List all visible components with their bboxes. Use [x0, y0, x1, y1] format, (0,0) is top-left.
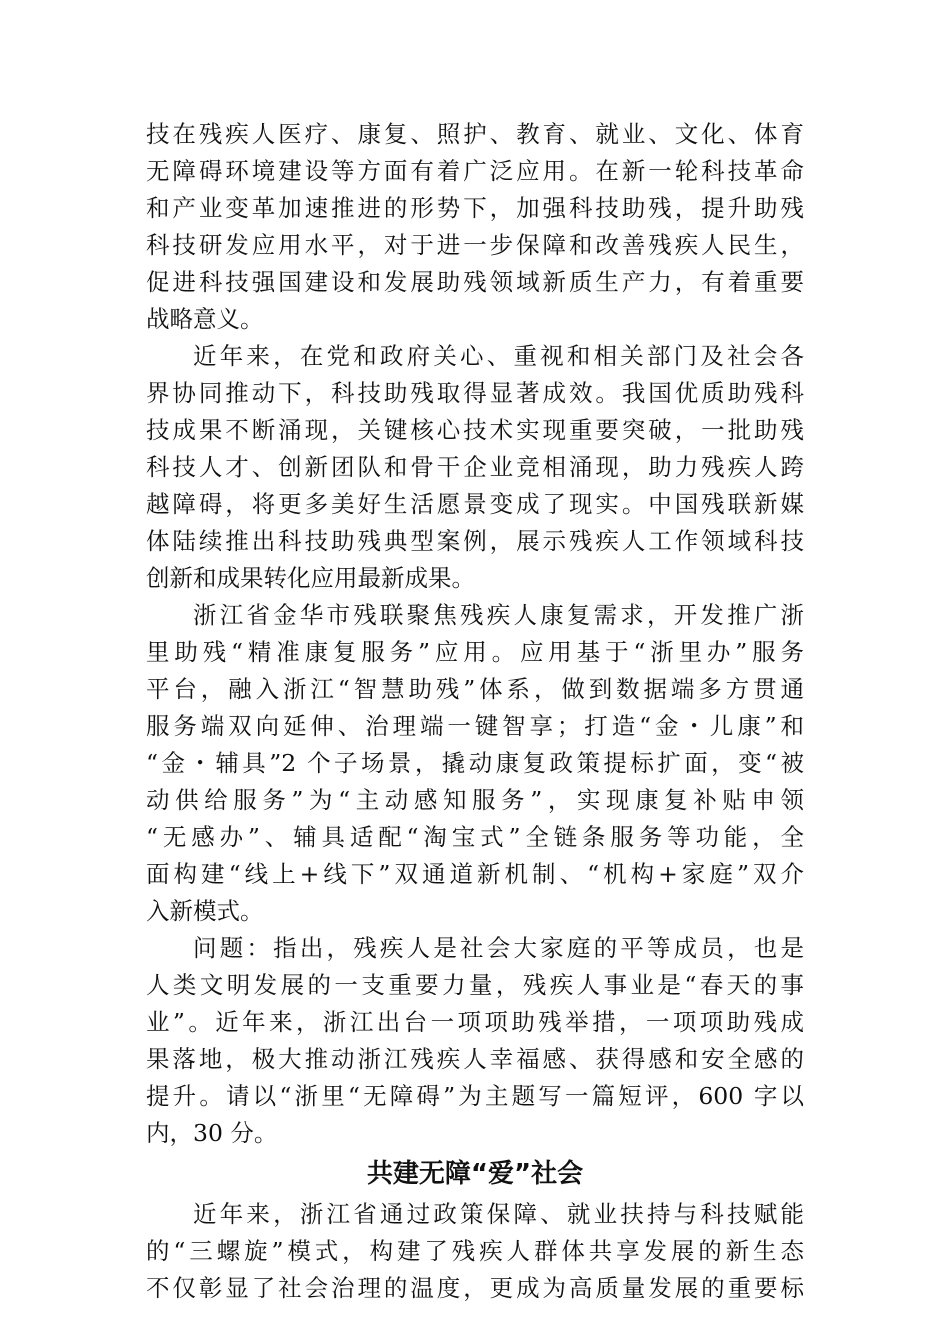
paragraph-5	[146, 1196, 804, 1307]
text-line: 体陆续推出科技助残典型案例，展示残疾人工作领域科技	[146, 527, 804, 555]
essay-title: 共建无障“爱”社会	[366, 1159, 584, 1189]
paragraph-1	[146, 116, 804, 338]
text-line: 战略意义。	[146, 305, 264, 333]
text-line: 业”。近年来，浙江出台一项项助残举措，一项项助残成	[146, 1008, 804, 1036]
text-line: 技成果不断涌现，关键核心技术实现重要突破，一批助残	[146, 416, 804, 444]
paragraph-4	[146, 930, 804, 1152]
text-line: 近年来，浙江省通过政策保障、就业扶持与科技赋能	[193, 1200, 804, 1228]
text-line: 内，30 分。	[146, 1119, 278, 1147]
text-line: 浙江省金华市残联聚焦残疾人康复需求，开发推广浙	[193, 601, 804, 629]
paragraph-3	[146, 597, 804, 930]
text-line: 不仅彰显了社会治理的温度，更成为高质量发展的重要标	[146, 1274, 804, 1302]
text-line: 提升。请以“浙里“无障碍”为主题写一篇短评，600 字以	[146, 1082, 804, 1110]
text-line: 科技人才、创新团队和骨干企业竞相涌现，助力残疾人跨	[146, 453, 804, 481]
text-line: “无感办”、辅具适配“淘宝式”全链条服务等功能，全	[146, 823, 804, 851]
text-line: 技在残疾人医疗、康复、照护、教育、就业、文化、体育	[146, 120, 804, 148]
text-line: 人类文明发展的一支重要力量，残疾人事业是“春天的事	[146, 971, 804, 999]
text-line: 创新和成果转化应用最新成果。	[146, 564, 475, 592]
paragraph-2	[146, 338, 804, 597]
text-line: 平台，融入浙江“智慧助残”体系，做到数据端多方贯通	[146, 675, 804, 703]
text-line: 科技研发应用水平，对于进一步保障和改善残疾人民生，	[146, 231, 804, 259]
text-line: 促进科技强国建设和发展助残领域新质生产力，有着重要	[146, 268, 804, 296]
text-line: 无障碍环境建设等方面有着广泛应用。在新一轮科技革命	[146, 157, 804, 185]
text-line: “金・辅具”2 个子场景，撬动康复政策提标扩面，变“被	[146, 749, 804, 777]
text-line: 和产业变革加速推进的形势下，加强科技助残，提升助残	[146, 194, 804, 222]
text-line: 面构建“线上+线下”双通道新机制、“机构+家庭”双介	[146, 860, 804, 888]
text-line: 动供给服务”为“主动感知服务”，实现康复补贴申领	[146, 786, 804, 814]
text-line: 界协同推动下，科技助残取得显著成效。我国优质助残科	[146, 379, 804, 407]
text-line: 越障碍，将更多美好生活愿景变成了现实。中国残联新媒	[146, 490, 804, 518]
text-line: 入新模式。	[146, 897, 264, 925]
text-line: 服务端双向延伸、治理端一键智享；打造“金・儿康”和	[146, 712, 804, 740]
text-line: 的“三螺旋”模式，构建了残疾人群体共享发展的新生态	[146, 1237, 804, 1265]
text-line: 近年来，在党和政府关心、重视和相关部门及社会各	[193, 342, 804, 370]
text-line: 问题：指出，残疾人是社会大家庭的平等成员，也是	[193, 934, 804, 962]
text-line: 里助残“精准康复服务”应用。应用基于“浙里办”服务	[146, 638, 804, 666]
text-line: 果落地，极大推动浙江残疾人幸福感、获得感和安全感的	[146, 1045, 804, 1073]
